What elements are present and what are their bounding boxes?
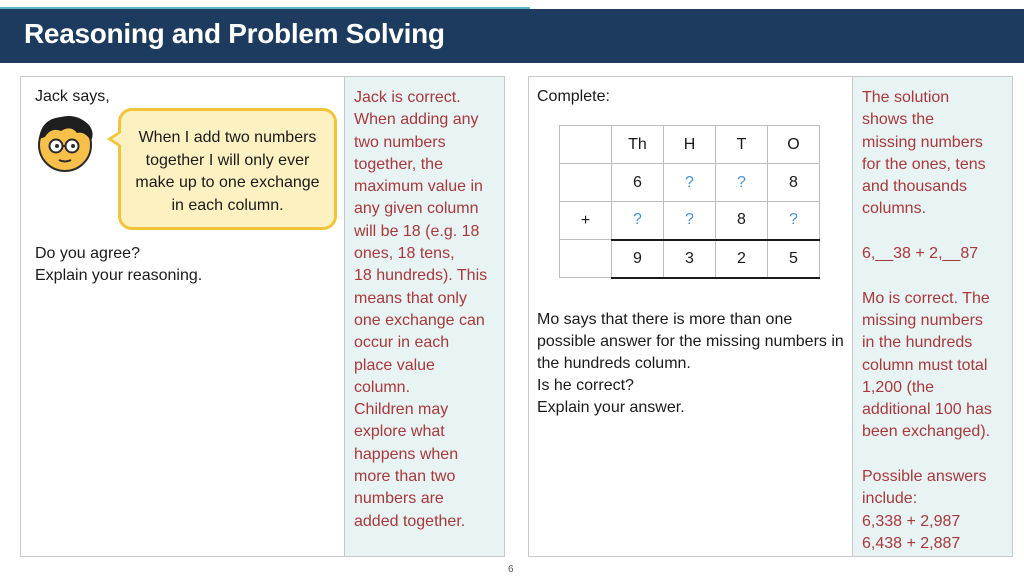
place-value-table	[559, 125, 820, 279]
table-cell: 6	[612, 164, 664, 202]
table-header-row	[560, 126, 820, 164]
total-cell: 5	[768, 240, 820, 278]
column-header-th: Th	[612, 126, 664, 164]
table-cell: 8	[716, 202, 768, 240]
mo-question: Mo says that there is more than one possible answer for the missing numbers in the hundreds column.	[537, 311, 844, 372]
table-cell: 8	[768, 164, 820, 202]
plus-sign: +	[560, 202, 612, 240]
missing-digit: ?	[664, 202, 716, 240]
column-header-h: H	[664, 126, 716, 164]
missing-digit: ?	[612, 202, 664, 240]
missing-digit: ?	[716, 164, 768, 202]
column-header-t: T	[716, 126, 768, 164]
page-number: 6	[508, 564, 514, 575]
missing-digit: ?	[768, 202, 820, 240]
total-cell: 2	[716, 240, 768, 278]
table-row	[560, 202, 820, 240]
complete-label: Complete:	[537, 88, 610, 105]
solution-panel-left: Jack is correct. When adding any two numbers together, the maximum value in any given column will be 18 (e.g. 18 ones, 18 tens, 18 hundreds). This means that only one exchange can occur in each place value column. Children may explore what happens when more than two numbers are added together.	[344, 77, 504, 556]
question-explain-answer: Explain your answer.	[537, 399, 685, 416]
missing-digit: ?	[664, 164, 716, 202]
table-row	[560, 164, 820, 202]
total-cell: 9	[612, 240, 664, 278]
intro-text: Jack says,	[35, 88, 110, 105]
total-cell: 3	[664, 240, 716, 278]
question-explain: Explain your reasoning.	[35, 267, 203, 284]
question-agree: Do you agree?	[35, 245, 140, 262]
page-title: Reasoning and Problem Solving	[24, 18, 445, 49]
jack-avatar-icon	[31, 107, 99, 175]
table-cell	[560, 240, 612, 278]
solution-panel-right: The solution shows the missing numbers for the ones, tens and thousands columns. 6,__38 + 2,__87 Mo is correct. The missing numbers in the hundreds column must total 1,200 (the additional 100 has been exchanged). Possible answers include: 6,338 + 2,987 6,438 + 2,887	[852, 77, 1012, 556]
speech-bubble-tail-fill	[112, 133, 121, 145]
question-panel-left	[20, 76, 505, 557]
question-correct: Is he correct?	[537, 377, 634, 394]
total-row	[560, 240, 820, 278]
header-bar	[0, 9, 1024, 63]
table-cell	[560, 126, 612, 164]
top-strip	[0, 0, 1024, 9]
column-header-o: O	[768, 126, 820, 164]
speech-bubble: When I add two numbers together I will only ever make up to one exchange in each column.	[118, 108, 337, 230]
question-panel-right	[528, 76, 1013, 557]
table-cell	[560, 164, 612, 202]
